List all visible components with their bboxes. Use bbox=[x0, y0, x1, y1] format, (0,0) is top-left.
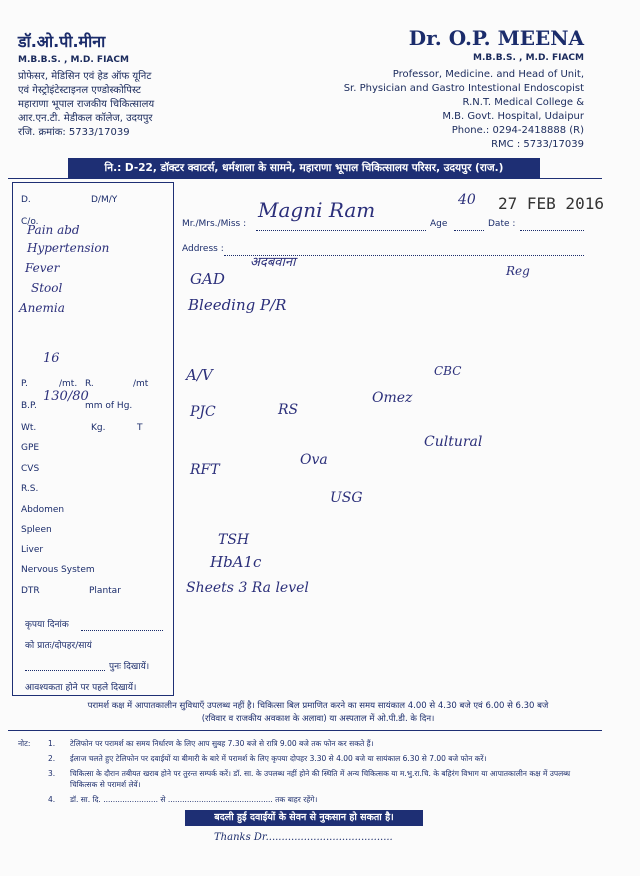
hindi-qualification: M.B.B.S. , M.D. FIACM bbox=[18, 55, 129, 65]
d-label: D. bbox=[21, 195, 31, 205]
bp-label: B.P. bbox=[21, 401, 37, 411]
hw-left-note: Hypertension bbox=[27, 241, 110, 255]
hindi-line: एवं गेस्ट्रोइंटेस्टाइनल एण्डोस्कोपिस्ट bbox=[18, 85, 141, 96]
hw-rx-line: Bleeding P/R bbox=[188, 296, 287, 314]
hindi-designation bbox=[18, 70, 154, 140]
hw-rx-line: Ova bbox=[300, 452, 328, 468]
note-item: 1. टेलिफोन पर परामर्श का समय निर्धारण के लिए आप सुबह 7.30 बजे से रात्रि 9.00 बजे तक फोन कर सकते हैं। bbox=[48, 739, 374, 748]
hw-left-note: Anemia bbox=[19, 301, 65, 315]
hw-age: 40 bbox=[458, 192, 476, 208]
t-label: T bbox=[137, 423, 143, 433]
exam-spleen: Spleen bbox=[21, 525, 52, 535]
english-line: Sr. Physician and Gastro Intestional Endoscopist bbox=[343, 83, 584, 94]
hindi-line: रजि. क्रमांक: 5733/17039 bbox=[18, 127, 130, 138]
revisit-line bbox=[25, 669, 105, 671]
note-label: नोट: bbox=[18, 739, 31, 748]
hw-rx-line: RFT bbox=[190, 462, 220, 478]
hw-number: 16 bbox=[43, 351, 60, 366]
exam-nervous: Nervous System bbox=[21, 565, 95, 575]
english-qualification: M.B.B.S. , M.D. FIACM bbox=[473, 53, 584, 63]
emergency-line-2: (रविवार व राजकीय अवकाश के अलावा) या अस्पताल में ओ.पी.डी. के दिन। bbox=[201, 714, 435, 724]
exam-abdomen: Abdomen bbox=[21, 505, 65, 515]
age-label: Age bbox=[430, 219, 448, 229]
english-line: Professor, Medicine. and Head of Unit, bbox=[392, 69, 584, 80]
english-doctor-name: Dr. O.P. MEENA bbox=[408, 26, 584, 50]
clinic-address-band: नि.: D-22, डॉक्टर क्वाटर्स, धर्मशाला के सामने, महाराणा भूपाल चिकित्सालय परिसर, उदयपुर (राज.) bbox=[68, 158, 540, 178]
hw-rx-line: HbA1c bbox=[210, 553, 262, 571]
co-label: C/o. bbox=[21, 217, 39, 227]
english-line: Phone.: 0294-2418888 (R) bbox=[451, 125, 584, 136]
warning-band: बदली हुई दवाईयों के सेवन से नुकसान हो सकता है। bbox=[185, 810, 423, 826]
english-designation bbox=[344, 68, 584, 152]
date-stamp: 27 FEB 2016 bbox=[498, 194, 604, 213]
header-divider bbox=[8, 178, 602, 179]
exam-liver: Liver bbox=[21, 545, 44, 555]
hw-rx-line: TSH bbox=[218, 532, 250, 548]
pulse-unit: /mt. bbox=[59, 379, 78, 389]
hw-rx-line: USG bbox=[330, 490, 363, 506]
hw-rx-line: RS bbox=[278, 402, 299, 418]
hw-signature: Reg bbox=[506, 264, 530, 278]
exam-gpe: GPE bbox=[21, 443, 40, 453]
exam-cvs: CVS bbox=[21, 464, 40, 474]
dmy-label: D/M/Y bbox=[91, 195, 118, 205]
age-line bbox=[454, 229, 484, 231]
resp-unit: /mt bbox=[133, 379, 149, 389]
dtr-label: DTR bbox=[21, 586, 40, 596]
name-label: Mr./Mrs./Miss : bbox=[182, 219, 247, 229]
english-line: RMC : 5733/17039 bbox=[491, 139, 584, 150]
hw-rx-line: PJC bbox=[190, 404, 216, 420]
emergency-line-1: परामर्श कक्ष में आपातकालीन सुविधाएँ उपलब्ध नहीं है। चिकित्सा बिल प्रमाणित करने का समय सायंकाल 4.00 से 4.30 बजे एवं 6.00 से 6.30 बजे bbox=[87, 701, 549, 711]
english-line: R.N.T. Medical College & bbox=[462, 97, 584, 108]
hw-left-note: Fever bbox=[25, 261, 60, 275]
name-line bbox=[256, 229, 426, 231]
bp-unit: mm of Hg. bbox=[85, 401, 133, 411]
hindi-doctor-name: डॉ.ओ.पी.मीना bbox=[18, 32, 106, 51]
plantar-label: Plantar bbox=[89, 586, 121, 596]
show-again-label: पुनः दिखायें। bbox=[109, 662, 150, 672]
english-line: M.B. Govt. Hospital, Udaipur bbox=[442, 111, 584, 122]
hw-rx-line: Cultural bbox=[424, 434, 483, 450]
hw-rx-line: Sheets 3 Ra level bbox=[186, 580, 309, 596]
note-item: 3. चिकित्सा के दौरान तबीयत खराब होने पर तुरन्त सम्पर्क करें। डॉ. सा. के उपलब्ध नहीं होने की स्थिति में अन्य चिकित्सक या म.भु.रा.चि. के बहिरंग विभाग या आपातकालीन कक्ष में उपलब्ध चिकित्सक से परामर्श लेवें। bbox=[48, 769, 571, 789]
r-label: R. bbox=[85, 379, 94, 389]
date-label: Date : bbox=[488, 219, 516, 229]
vitals-panel bbox=[12, 182, 174, 696]
emergency-notice bbox=[40, 700, 596, 726]
note-item: 4. डॉ. सा. दि. ....................... से ............................................ तक बाहर रहेंगे। bbox=[48, 795, 318, 804]
note-item: 2. ईलाज चलते हुए टेलिफोन पर दवाईयों या बीमारी के बारे में परामर्श के लिए कृपया दोपहर 3.30 से 4.00 बजे या सायंकाल 6.30 से 7.00 बजे फोन करें। bbox=[48, 754, 487, 763]
address-label: Address : bbox=[182, 244, 224, 254]
revisit-time-label: को प्रातः/दोपहर/सायं bbox=[25, 641, 92, 651]
hw-left-note: Pain abd bbox=[27, 223, 80, 237]
revisit-date-label: कृपया दिनांक bbox=[25, 620, 69, 630]
show-first-label: आवश्यकता होने पर पहले दिखायें। bbox=[25, 683, 137, 693]
footer-divider bbox=[8, 730, 602, 731]
hw-rx-line: GAD bbox=[190, 270, 225, 288]
exam-rs: R.S. bbox=[21, 484, 39, 494]
date-line bbox=[520, 229, 584, 231]
revisit-date-line bbox=[81, 629, 163, 631]
wt-label: Wt. bbox=[21, 423, 37, 433]
hw-rx-line: A/V bbox=[186, 366, 213, 384]
hw-address: अदबवाना bbox=[250, 255, 296, 270]
hw-patient-name: Magni Ram bbox=[258, 198, 376, 222]
hw-left-note: Stool bbox=[31, 281, 63, 295]
notes-list bbox=[48, 738, 588, 805]
p-label: P. bbox=[21, 379, 28, 389]
hw-rx-line: CBC bbox=[434, 364, 462, 378]
hindi-line: प्रोफेसर, मेडिसिन एवं हेड ऑफ यूनिट bbox=[18, 71, 152, 82]
kg-label: Kg. bbox=[91, 423, 106, 433]
hw-bp-value: 130/80 bbox=[43, 389, 89, 404]
hindi-line: आर.एन.टी. मेडीकल कॉलेज, उदयपुर bbox=[18, 113, 153, 124]
thanks-line: Thanks Dr........................................ bbox=[214, 832, 393, 843]
hindi-line: महाराणा भूपाल राजकीय चिकित्सालय bbox=[18, 99, 155, 110]
hw-rx-line: Omez bbox=[372, 390, 413, 406]
